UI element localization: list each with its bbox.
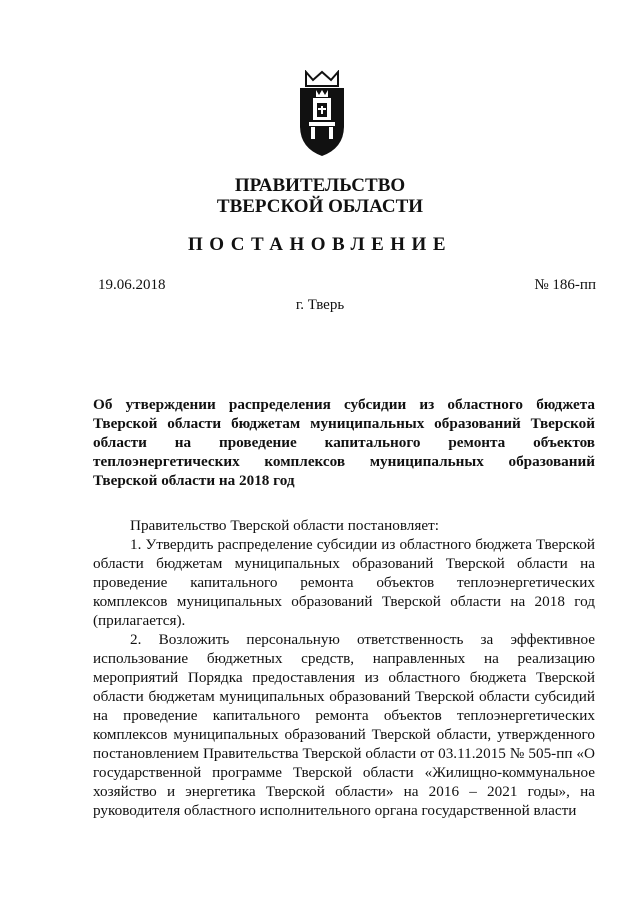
- document-body: [93, 516, 595, 820]
- document-title: Об утверждении распределения субсидии из областного бюджета Тверской области бюджетам муниципальных образований Тверской области на проведение капитального ремонта объектов теплоэнергетических комплексов муниципальных образований Тверской области на 2018 год: [93, 396, 595, 489]
- document-number: № 186-пп: [534, 277, 596, 293]
- government-name-line2: ТВЕРСКОЙ ОБЛАСТИ: [216, 196, 424, 217]
- government-name-line1: ПРАВИТЕЛЬСТВО: [234, 175, 406, 196]
- item-2-paragraph: 2. Возложить персональную ответственность за эффективное использование бюджетных средств, направленных на реализацию мероприятий Порядка предоставления из областного бюджета Тверской области бюджетам муниципальных образований Тверской области субсидий на проведение капитального ремонта объектов теплоэнергетических комплексов муниципальных образований Тверской области, утвержденного постановлением Правительства Тверской области от 03.11.2015 № 505-пп «О государственной программе Тверской области «Жилищно-коммунальное хозяйство и энергетика Тверской области» на 2016 – 2021 годы», на руководителя областного исполнительного органа государственной власти: [93, 631, 595, 819]
- document-city: г. Тверь: [295, 297, 345, 313]
- preamble-paragraph: Правительство Тверской области постановляет:: [130, 517, 439, 534]
- document-date: 19.06.2018: [98, 277, 166, 293]
- item-1-paragraph: 1. Утвердить распределение субсидии из областного бюджета Тверской области бюджетам муниципальных образований Тверской области на проведение капитального ремонта объектов теплоэнергетических комплексов муниципальных образований Тверской области на 2018 год (прилагается).: [93, 536, 595, 629]
- document-type-heading: ПОСТАНОВЛЕНИЕ: [187, 234, 453, 255]
- tver-coat-of-arms-icon: [296, 70, 348, 158]
